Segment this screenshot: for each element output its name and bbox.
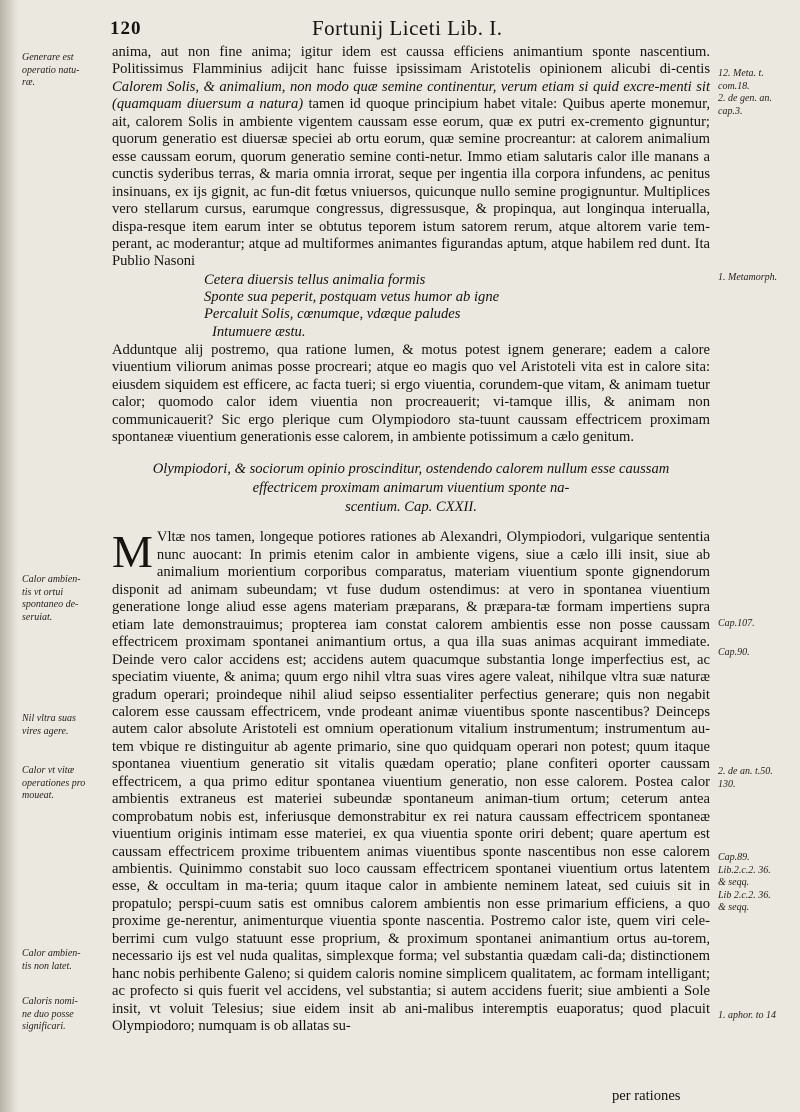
margin-ref-cap89: Cap.89. Lib.2.c.2. 36. & seqq. Lib 2.c.2. 36. & seqq. [718,852,771,913]
margin-ref-meta: 12. Meta. t. com.18. 2. de gen. an. cap.3. [718,68,772,117]
margin-note-caloris-nomine: Caloris nomi- ne duo posse significari. [22,996,78,1032]
margin-ref-aphor: 1. aphor. to 14 [718,1010,777,1021]
drop-capital: M [112,526,153,578]
page-header [110,18,730,40]
paragraph-1: anima, aut non fine anima; igitur idem est caussa efficiens animantium sponte nascentium. Politissimus Flamminius adijcit hanc fuisse ipsissimam Aristotelis opinionem alicubi di-centis Calorem Solis, & animalium, non modo quæ semine continentur, verum etiam si quid excre-menti sit (quamquam diuersum a natura) tamen id quoque principium habet vitale: Quibus aperte monemur, ait, calorem Solis in ambiente vigentem caussam esse eorum, quæ ex putri ex-cremento gignuntur; quorum generatio est diuersæ speciei ab ortu eorum, quæ semine procreantur: at calorem animalium esse caussam eorum, quorum generatio semine conti-netur. Immo etiam salutaris calor ille manans a cunctis syderibus terras, & maria omnia irrorat, seque per ingentia illa corpora infundens, ac penitus insinuans, ex ijs gignit, ac fun-dit fœtus vniuersos, quicunque nullo semine progignuntur. Multiplices vero stellarum cursus, earumque congressus, digressusque, & propinqua, aut longinqua interualla, dispa-resque item earum inter se obtutus teporem istum satorem rerum, atque altorem varie tem-perant, ac moderantur; atque ad multiformes animantes figurandas aptum, atque habilem red dunt. Ita Publio Nasoni [112,44,710,270]
margin-note-calor-ambientis: Calor ambien- tis vt ortui spontaneo de- seruiat. [22,574,81,623]
margin-note-calor-non-latet: Calor ambien- tis non latet. [22,948,81,972]
margin-ref-metamorph: 1. Metamorph. [718,272,778,283]
margin-ref-cap90: Cap.90. [718,647,750,658]
margin-ref-de-an: 2. de an. t.50. 130. [718,766,773,790]
catchword: per rationes [612,1088,681,1104]
verse-line: Intumuere æstu. [212,323,306,340]
margin-note-nil-vltra: Nil vltra suas vires agere. [22,713,76,737]
main-text [112,44,710,1036]
margin-ref-cap107: Cap.107. [718,618,755,629]
verse-line: Sponte sua peperit, postquam vetus humor ab igne [204,289,500,306]
verse-line: Cetera diuersis tellus animalia formis [204,271,426,288]
page-number: 120 [110,18,142,39]
running-title: Fortunij Liceti Lib. I. [312,16,503,40]
verse-line: Percaluit Solis, cœnumque, vdæque paludes [204,306,461,323]
margin-note-calor-vitae: Calor vt vitæ operationes pro moueat. [22,765,86,801]
margin-note-generare: Generare est operatio natu- ræ. [22,52,80,88]
verse-quote [204,272,710,341]
chapter-heading: Olympiodori, & sociorum opinio proscinditur, ostendendo calorem nullum esse caussam effectricem proximam animarum viuentium sponte na- scentium. Cap. CXXII. [152,461,670,516]
paragraph-2: Adduntque alij postremo, qua ratione lumen, & motus potest ignem generare; eadem a calore viuentium viliorum animas posse procreari; atque eo magis quo vel Aristoteli vita est in calore sita: eiusdem siquidem est efficere, ac facta tueri; si ergo viuentia, corundem-que vitam, & animam tuetur calor; quomodo calor idem viuentia non procreauerit; vi-tamque illis, & animam non communicauerit? Sic ergo plerique cum Olympiodoro sta-tuunt caussam effectricem proximam spontaneæ viuentium generationis esse calorem, in ambiente potissimum a cælo genitum. [112,341,710,445]
paragraph-3: M Vltæ nos tamen, longeque potiores rationes ab Alexandri, Olympiodori, vulgarique sententia nunc auocant: In primis etenim calor in ambiente vigens, siue a cælo illi insit, siue ab animalium morientium corporibus comparatus, materiam viuentium sponte gignendorum disponit ad animam subeundam; vt fuse dudum ostendimus: at vero in spontanea viuentium generatione longe aliud esse agens materiam præparans, & præpara-tæ formam impertiens supra etiam late demonstrauimus; propterea iam constat calorem ambientis esse non posse caussam effectricem proximam spontanei animantium ortus, a qua illa suas animas acquirant immediate. Deinde vero calor accidens est; accidens autem quacumque substantia longe imperfectius est, ac speciatim viuente, & anima; quum ergo nihil vltra suas vires agere valeat, nihilque vltra suæ naturæ gradum operari; proindeque nihil aliud seipso essentialiter perfectius generare; quis non negabit calorem esse caussam effectricem, vnde prodeant animæ viuentibus sponte nascentibus? Deinceps autem calor absolute Aristoteli est omnium operationum vitalium instrumentum; instrumentum au-tem vbique re distinguitur ab agente primario, sine quo quidquam operari non potest; quum itaque spontanea viuentium generatio sit vitalis quædam operatio; plane confiteri oporter caussam effectricem, a qua primo editur spontanea viuentium generatio, non esse calorem. Postea calor ambientis extraneus est materiei subeundæ spontaneum animan-tium ortum; ceterum antea comprobatum nobis est, inferiusque demonstrabitur ex rei natura caussam effectricem spontaneæ viuentium originis intimam esse materiei, ex qua viuentia sponte oriri debent; quare apertum est caussam effectricem proxime tribuentem animas viuentibus sponte nascentibus non esse calorem ambientis. Quinimmo constabit suo loco caussam effectricem spontanei viuentium ortus latentem esse, & occultam in ma-teria; quum itaque calor in ambiente neminem lateat, sed cuiuis sit in propatulo; perspi-cuum satis est omnibus calorem ambientis non esse primarium efficiens, a quo proxime ge-nerentur, animenturque viuentia sponte nascentia. Postremo calor iste, quem viri cele-berrimi cum vulgo statuunt esse proprium, & proximum spontanei animantium ortus au-torem, necessario ijs est vel nuda qualitas, simplexque forma; vel substantia quædam cali-da; distinctionem hanc nobis perhibente Galeno; si quidem caloris nomine simplicem qualitatem, ac formam intelligant; ac profecto si quis fuerit vel accidens, vel substantia; si autem accidens fuerit; siue ambienti a Sole insit, vt voluit Telesius; siue eidem insit ab ani-malibus interemptis euaporatus; quod placuit Olympiodoro; numquam is ob allatas su- [112,526,710,1035]
